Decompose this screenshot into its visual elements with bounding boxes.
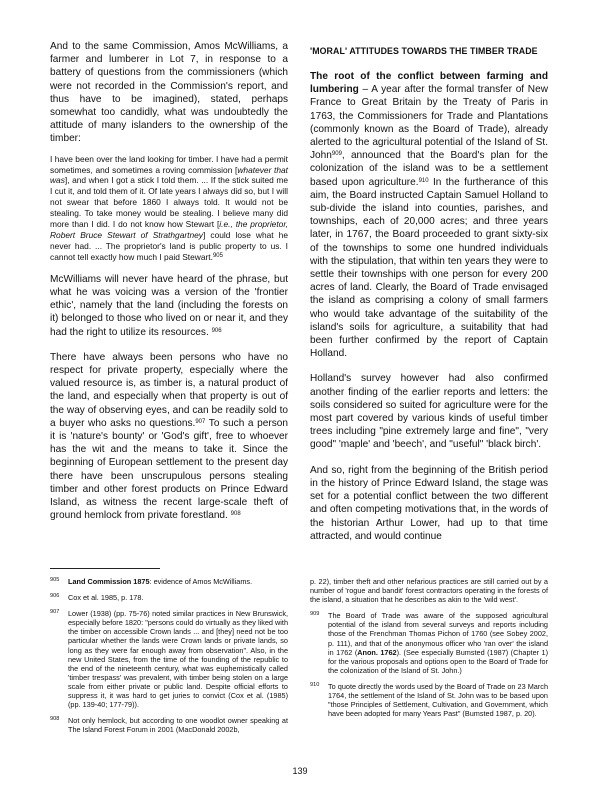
text-columns [50, 40, 548, 543]
paragraph-holland-survey: Holland's survey however had also confirmed another finding of the earlier reports and letters: the soils considered so suited for agriculture were for the most part covered by various kinds of useful timber trees including "pine extremely large and fine", "very good" 'maple' and 'beech', and "useful" 'black birch'. [310, 373, 548, 451]
footnote-ref-910[interactable]: 910 [418, 177, 429, 184]
footnote-body: Cox et al. 1985, p. 178. [68, 593, 144, 603]
left-column [50, 40, 288, 543]
footnote-905 [50, 577, 288, 586]
page-number: 139 [292, 766, 308, 776]
footnote-divider [50, 568, 160, 569]
footnotes-area [50, 568, 548, 741]
frontier-ethic-text: McWilliams will never have heard of the phrase, but what he was voicing was a version of the 'frontier ethic', namely that the land (including the forests on it) belonged to those who lived on or near it, and they had the right to utilize its resources. [50, 273, 288, 338]
footnotes-right [310, 577, 548, 741]
root-conflict-text-a: – A year after the formal transfer of New France to Great Britain by the Treaty of Paris in 1763, the Commissioners for Trade and Plantations (commonly known as the Board of Trade), already alerted to the agricultural potential of the Island of St. John [310, 84, 548, 162]
quote-text-c: ] could lose what he never had. ... The proprietor's land is public property to us. I cannot tell exactly how much I paid Stewart. [50, 229, 289, 262]
footnote-body-b: ). (See especially Bumsted (1987) (Chapter 1) for the various proposals and options open to the Board of Trade for the colonization of the Island of St. John.) [328, 647, 548, 675]
footnote-908-continued [310, 577, 548, 604]
section-heading: 'MORAL' ATTITUDES TOWARDS THE TIMBER TRADE [310, 46, 538, 56]
lead-phrase: The root of the conflict between farming and lumbering [310, 71, 548, 96]
timber-theft-text-b: To such a person it is 'nature's bounty' or 'God's gift', free to whoever has the wit and the means to take it. Since the beginning of European settlement to the present day there have been unscrupulous persons stealing timber and other forest products on Prince Edward Island, as witness the recent large-scale theft of ground hemlock from private forestland. [50, 417, 288, 522]
footnote-number: 910 [310, 681, 320, 688]
footnote-body: Lower (1938) (pp. 75-76) noted similar practices in New Brunswick, especially before 1820: "persons could do virtually as they liked with the timber on accessible Crown lands ... and [they] need not be too particular whether the lands were Crown lands or private lands, so long as they were far enough away from observation". Also, in the new United States, from the time of the founding of the republic to the end of the nineteenth century, what was euphemistically called 'timber trespass' was prevalent, with timber being stolen on a large scale from either private or public land. Despite official efforts to suppress it, it was hard to get juries to convict (Cox et al. (1985) (pp. 139-40; 177-79)). [68, 609, 288, 710]
paragraph-timber-theft [50, 351, 288, 523]
footnote-907 [50, 609, 288, 709]
block-quote-mcwilliams [50, 154, 288, 263]
footnote-909 [310, 611, 548, 675]
footnote-columns [50, 577, 548, 741]
footnote-body: To quote directly the words used by the Board of Trade on 23 March 1764, the settlement of the Island of St. John was to be based upon "those Principles of Settlement, Cultivation, and Government, which have been adopted for many Years Past" (Bumsted 1987, p. 20). [328, 681, 548, 719]
footnote-number: 907 [50, 609, 60, 616]
footnote-910 [310, 682, 548, 718]
footnote-ref-905[interactable]: 905 [212, 252, 223, 259]
footnote-ref-906[interactable]: 906 [211, 327, 222, 334]
footnotes-left [50, 577, 288, 741]
paragraph-frontier-ethic [50, 273, 288, 339]
footnote-body-a: The Board of Trade was aware of the supposed agricultural potential of the island from several surveys and reports including those of the Frenchman Thomas Pichon of 1760 (see Sobey 2002, p. 111), and that of the anonymous officer who 'ran over' the island in 1762 ( [328, 611, 548, 657]
quote-text-b: ], and when I got a stick I told them. ... If the stick suited me I cut it, and told them of it. Of late years I always did so, but I will not swear that before 1860 I always told. It would not be stealing. To take money would be stealing. I believe many did more than I did. I do not know how Stewart [ [50, 175, 288, 230]
right-column [310, 40, 548, 543]
footnote-number: 905 [50, 577, 60, 583]
paragraph-mcwilliams-intro: And to the same Commission, Amos McWilliams, a farmer and lumberer in Lot 7, in response to a battery of questions from the commissioners (which were not recorded in the Commission's report, and thus have to be imagined), stated, perhaps somewhat too candidly, what was undoubtedly the attitude of many islanders to the ownership of the timber: [50, 41, 288, 145]
timber-theft-text-a: There have always been persons who have no respect for private property, especially where the valued resource is, as timber is, a natural product of the land, and especially when that property is out of the way of observing eyes, and can be readily sold to a buyer who asks no questions. [50, 351, 288, 429]
footnote-ref-909[interactable]: 909 [331, 151, 342, 158]
quote-text-a: I have been over the land looking for timber. I have had a permit sometimes, and sometimes a roving commission [ [50, 153, 288, 175]
footnote-number: 906 [50, 593, 60, 600]
paragraph-british-period: And so, right from the beginning of the British period in the history of Prince Edward Island, the stage was set for a potential conflict between the two different and often competing motivations that, in the words of the historian Arthur Lower, had up to that time attracted, and would continue [310, 464, 548, 542]
footnote-bold: Anon. 1762 [357, 647, 397, 657]
footnote-908 [50, 716, 288, 734]
paragraph-root-conflict [310, 70, 548, 360]
footnote-text [328, 611, 548, 675]
quote-italic-a: whatever that was [50, 164, 289, 186]
footnote-ref-908[interactable]: 908 [230, 511, 241, 518]
footnote-number: 909 [310, 611, 320, 618]
footnote-text [68, 577, 288, 586]
root-conflict-text-b: , announced that the Board's plan for the colonization of the island was to be a settlement based upon agriculture. [310, 150, 548, 188]
footnote-body: p. 22), timber theft and other nefarious practices are still carried out by a number of 'rogue and bandit' forest contractors operating in the forests of the island, a situation that he describes as akin to the 'wild west'. [310, 577, 548, 605]
footnote-906 [50, 593, 288, 602]
footnote-body: Not only hemlock, but according to one woodlot owner speaking at The Island Forest Forum in 2001 (MacDonald 2002b, [68, 716, 288, 735]
footnote-ref-907[interactable]: 907 [195, 418, 206, 425]
root-conflict-text-c: In the furtherance of this aim, the Board instructed Captain Samuel Holland to sub-divide the island into counties, parishes, and townships, each of 20,000 acres; and three years later, in 1767, the Board proceeded to grant sixty-six of the townships to some one hundred individuals with the stipulation, that within ten years they were to settle their townships with one person for every 200 acres of land. Clearly, the Board of Trade envisaged the island as comprising a colony of small farmers who would take advantage of the suitability of the island's soils for agriculture, a suitability that had been further confirmed by the report of Captain Holland. [310, 176, 548, 360]
quote-italic-b: i.e., the proprietor, Robert Bruce Stewart of Strathgartney [50, 219, 288, 240]
footnote-body: : evidence of Amos McWilliams. [149, 577, 253, 586]
footnote-bold: Land Commission 1875 [68, 577, 150, 586]
footnote-number: 908 [50, 716, 60, 723]
